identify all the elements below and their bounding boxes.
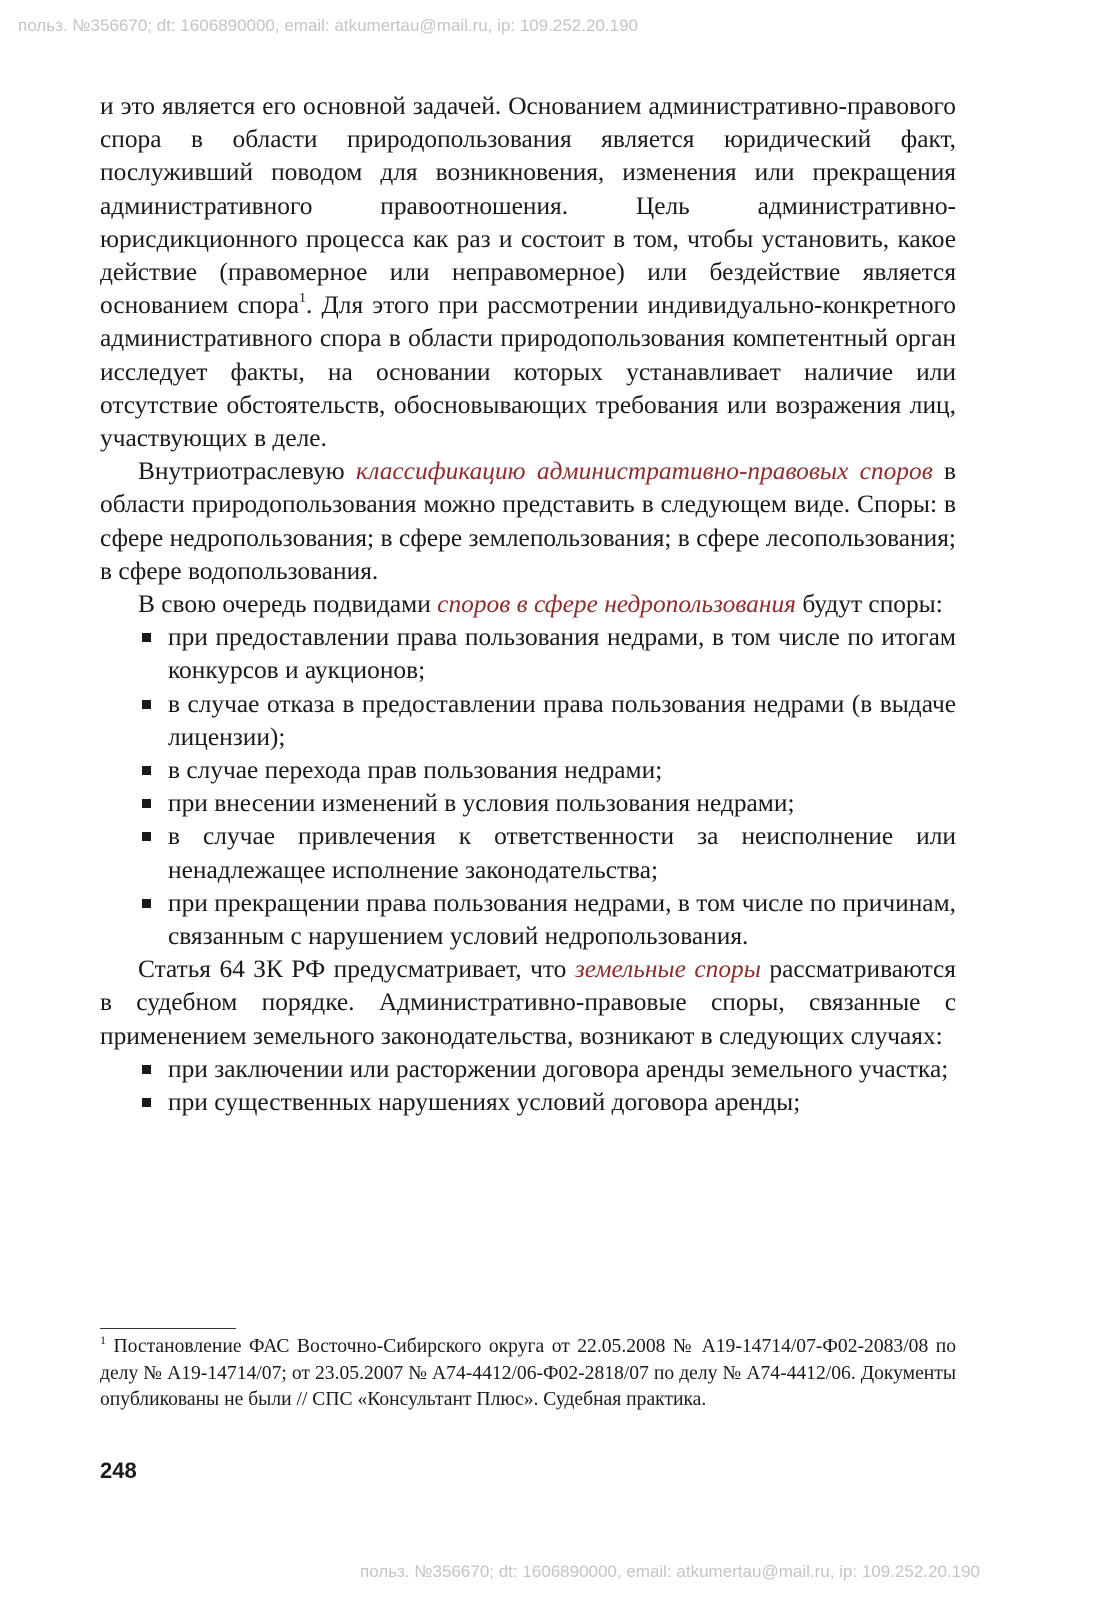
footnote-text: Постановление ФАС Восточно-Сибирского округа от 22.05.2008 № А19-14714/07-Ф02-2083/08 по делу № А19-14714/07; от 23.05.2007 № А74-4412/06-Ф02-2818/07 по делу № А74-4412/06. Документы опубликованы не были // СПС «Консультант Плюс». Судебная практика. <box>100 1336 956 1410</box>
paragraph-4 <box>100 953 956 1053</box>
square-bullet-icon <box>142 799 151 808</box>
page-number: 248 <box>100 1458 137 1483</box>
list-item-text: в случае привлечения к ответственности за неисполнение или ненадлежащее исполнение законодательства; <box>168 822 956 884</box>
emphasis-term: классификацию административно-правовых споров <box>355 457 933 486</box>
watermark-top: польз. №356670; dt: 1606890000, email: atkumertau@mail.ru, ip: 109.252.20.190 <box>18 16 639 35</box>
square-bullet-icon <box>142 1065 151 1074</box>
square-bullet-icon <box>142 899 151 908</box>
paragraph-2 <box>100 455 956 588</box>
square-bullet-icon <box>142 766 151 775</box>
list-item-text: при внесении изменений в условия пользования недрами; <box>168 789 795 818</box>
emphasis-term: земельные споры <box>574 955 761 984</box>
main-text <box>100 90 956 1119</box>
square-bullet-icon <box>142 700 151 709</box>
list-item <box>100 688 956 754</box>
list-item <box>100 1053 956 1086</box>
paragraph-3 <box>100 588 956 621</box>
paragraph-1-text: и это является его основной задачей. Основанием административно-правового спора в области природопользования является юридический факт, послуживший поводом для возникновения, изменения или прекращения административного правоотношения. Цель административно-юрисдикционного процесса как раз и состоит в том, чтобы установить, какое действие (правомерное или неправомерное) или бездействие является основанием спора <box>100 92 956 320</box>
paragraph-3-rest: будут споры: <box>795 590 943 619</box>
list-item-text: в случае отказа в предоставлении права пользования недрами (в выдаче лицензии); <box>168 689 956 751</box>
list-item <box>100 1086 956 1119</box>
paragraph-4-lead: Статья 64 ЗК РФ предусматривает, что <box>138 955 575 984</box>
paragraph-2-lead: Внутриотраслевую <box>138 457 356 486</box>
list-item-text: при заключении или расторжении договора аренды земельного участка; <box>168 1054 949 1083</box>
list-item <box>100 820 956 886</box>
subsoil-disputes-list <box>100 621 956 953</box>
paragraph-1 <box>100 90 956 455</box>
list-item <box>100 787 956 820</box>
list-item-text: при предоставлении права пользования недрами, в том числе по итогам конкурсов и аукционов; <box>168 623 956 685</box>
emphasis-term: споров в сфере недропользования <box>437 590 796 619</box>
square-bullet-icon <box>142 1098 151 1107</box>
watermark-bottom: польз. №356670; dt: 1606890000, email: atkumertau@mail.ru, ip: 109.252.20.190 <box>360 1562 981 1581</box>
paragraph-4-rest: рассматриваются в судебном порядке. Административно-правовые споры, связанные с применением земельного законодательства, возникают в следующих случаях: <box>100 955 956 1050</box>
square-bullet-icon <box>142 832 151 841</box>
list-item <box>100 887 956 953</box>
list-item-text: в случае перехода прав пользования недрами; <box>168 756 663 785</box>
footnote <box>100 1334 956 1414</box>
list-item <box>100 621 956 687</box>
list-item <box>100 754 956 787</box>
paragraph-1-text-cont: . Для этого при рассмотрении индивидуально-конкретного административного спора в области природопользования компетентный орган исследует факты, на основании которых устанавливает наличие или отсутствие обстоятельств, обосновывающих требования или возражения лиц, участвующих в деле. <box>100 291 956 453</box>
land-disputes-list <box>100 1053 956 1119</box>
list-item-text: при прекращении права пользования недрами, в том числе по причинам, связанным с нарушением условий недропользования. <box>168 888 956 951</box>
paragraph-2-rest: в области природопользования можно представить в следующем виде. Споры: в сфере недропользования; в сфере землепользования; в сфере лесопользования; в сфере водопользования. <box>100 457 957 585</box>
paragraph-3-lead: В свою очередь подвидами <box>138 590 438 619</box>
footnote-mark: 1 <box>100 1333 106 1347</box>
list-item-text: при существенных нарушениях условий договора аренды; <box>168 1088 801 1117</box>
footnote-separator <box>100 1328 236 1329</box>
footnote-reference: 1 <box>298 291 306 307</box>
square-bullet-icon <box>142 633 151 642</box>
